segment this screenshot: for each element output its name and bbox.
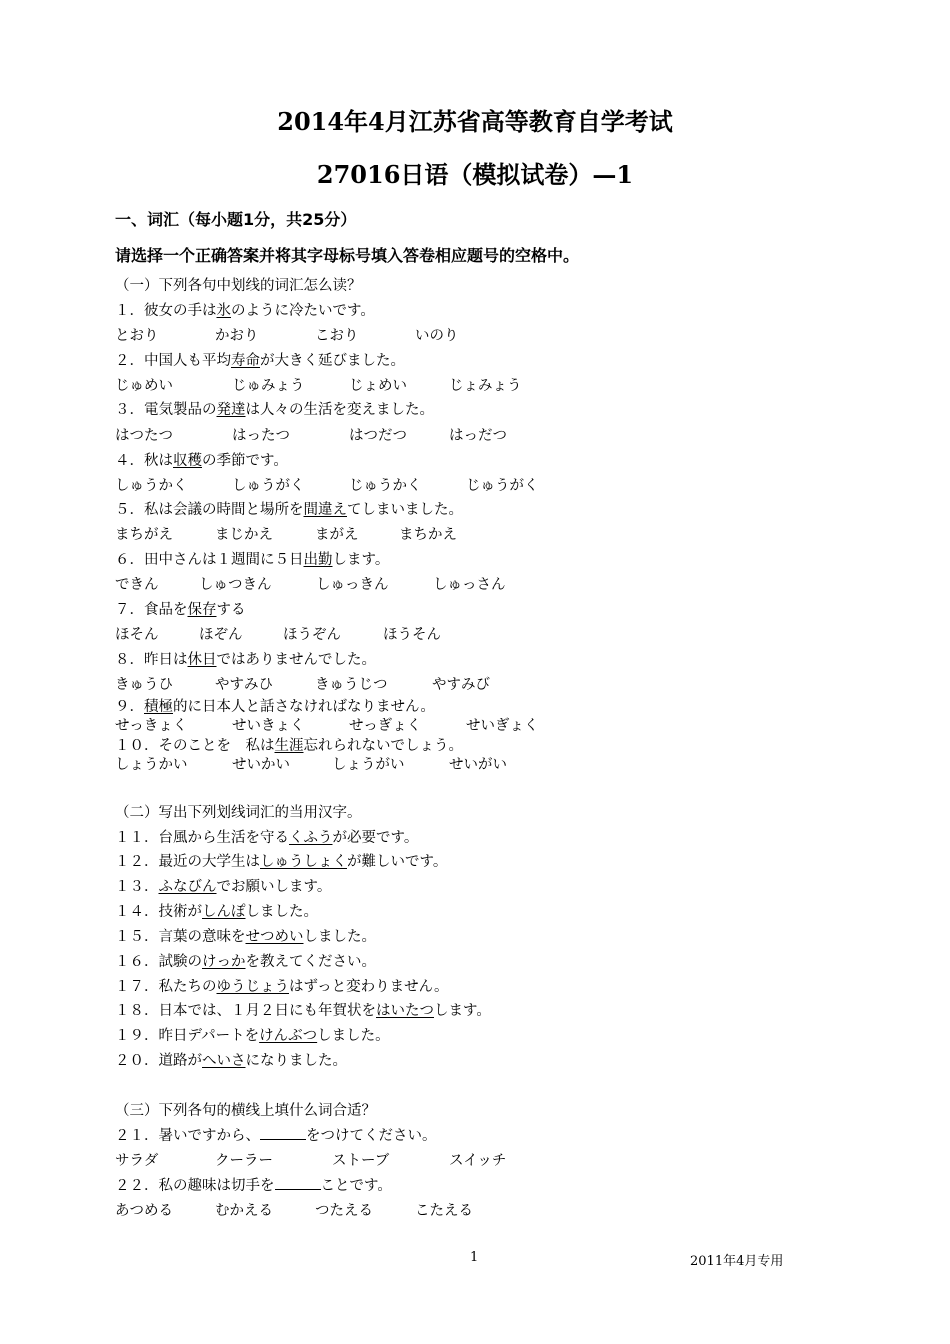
question-17: １７．私たちのゆうじょうはずっと変わりません。	[115, 979, 449, 995]
option: ほうぞん	[283, 627, 341, 643]
option: こおり	[315, 328, 359, 344]
page-subtitle: 27016日语（模拟试卷）—1	[316, 160, 634, 189]
option: しゅつきん	[199, 577, 272, 593]
part2-heading: （二）写出下列划线词汇的当用汉字。	[115, 805, 362, 821]
question-9: ９．積極的に日本人と話さなければなりません。	[115, 699, 435, 715]
option: せいかい	[232, 757, 290, 773]
option: つたえる	[315, 1203, 373, 1219]
question-15: １５．言葉の意味をせつめいしました。	[115, 929, 376, 945]
option: やすみひ	[215, 677, 273, 693]
question-4: ４．秋は収穫の季節です。	[115, 453, 288, 469]
underlined-word: 積極	[144, 699, 173, 715]
option: とおり	[115, 328, 159, 344]
option: しゅっきん	[316, 577, 389, 593]
question-2: ２．中国人も平均寿命が大きく延びました。	[115, 353, 405, 369]
part1-heading: （一）下列各句中划线的词汇怎么读？	[115, 278, 362, 294]
option: じゅうかく	[349, 478, 422, 494]
underlined-word: へいさ	[202, 1053, 246, 1069]
option: じゅみょう	[232, 378, 305, 394]
option: ほそん	[115, 627, 159, 643]
question-3: ３．電気製品の発達は人々の生活を変えました。	[115, 402, 434, 418]
question-18: １８．日本では、１月２日にも年賀状をはいたつします。	[115, 1003, 491, 1019]
underlined-word: ふなびん	[158, 879, 217, 895]
option: ほうそん	[383, 627, 441, 643]
option: はつたつ	[115, 428, 173, 444]
underlined-word: せつめい	[245, 929, 304, 945]
question-22: ２２．私の趣味は切手を ことです。	[115, 1178, 392, 1194]
option: はっだつ	[449, 428, 507, 444]
question-6: ６．田中さんは１週間に５日出勤します。	[115, 552, 390, 568]
answer-blank	[275, 1177, 321, 1190]
question-8: ８．昨日は休日ではありませんでした。	[115, 652, 376, 668]
option: はつだつ	[349, 428, 407, 444]
underlined-word: 収穫	[173, 453, 202, 469]
footer-note: 2011年4月专用	[690, 1254, 784, 1269]
options-8	[115, 675, 490, 695]
option: せっきょく	[115, 718, 188, 734]
underlined-word: はいたつ	[376, 1003, 434, 1019]
option: せいがい	[449, 757, 507, 773]
option: まがえ	[315, 527, 359, 543]
option: むかえる	[215, 1203, 273, 1219]
underlined-word: しんぽ	[202, 904, 246, 920]
option: しゅうかく	[115, 478, 188, 494]
option: きゅうじつ	[315, 677, 388, 693]
option: ほぞん	[199, 627, 243, 643]
option: きゅうひ	[115, 677, 173, 693]
underlined-word: くふう	[289, 830, 333, 846]
question-10: １０．そのことを 私は生涯忘れられないでしょう。	[115, 738, 463, 754]
options-22	[115, 1201, 473, 1221]
option: クーラー	[215, 1153, 273, 1169]
option: せいぎょく	[466, 718, 539, 734]
options-9	[115, 716, 539, 736]
options-2	[115, 376, 522, 396]
option: じょめい	[349, 378, 407, 394]
option: じょみょう	[449, 378, 522, 394]
option: しゅっさん	[433, 577, 506, 593]
underlined-word: ゆうじょう	[216, 979, 289, 995]
option: せっぎょく	[349, 718, 422, 734]
option: あつめる	[115, 1203, 173, 1219]
underlined-word: けっか	[202, 954, 246, 970]
question-5: ５．私は会議の時間と場所を間違えてしまいました。	[115, 502, 463, 518]
option: じゅうがく	[466, 478, 539, 494]
option: しょうがい	[332, 757, 405, 773]
option: かおり	[215, 328, 259, 344]
option: まちがえ	[115, 527, 173, 543]
question-14: １４．技術がしんぽしました。	[115, 904, 318, 920]
options-1	[115, 326, 459, 346]
underlined-word: けんぶつ	[259, 1028, 318, 1044]
part3-heading: （三）下列各句的横线上填什么词合适？	[115, 1103, 376, 1119]
option: サラダ	[115, 1153, 159, 1169]
question-21: ２１．暑いですから、 をつけてください。	[115, 1128, 437, 1144]
option: ストーブ	[332, 1153, 390, 1169]
option: まじかえ	[215, 527, 273, 543]
underlined-word: 休日	[187, 652, 217, 668]
question-13: １３．ふなびんでお願いします。	[115, 879, 332, 895]
options-3	[115, 426, 507, 446]
question-19: １９．昨日デパートをけんぶつしました。	[115, 1028, 390, 1044]
options-10	[115, 755, 507, 775]
underlined-word: 間違え	[303, 502, 347, 518]
option: しょうかい	[115, 757, 188, 773]
underlined-word: しゅうしょく	[260, 854, 347, 870]
option: せいきょく	[232, 718, 305, 734]
underlined-word: 寿命	[231, 353, 260, 369]
page-title: 2014年4月江苏省高等教育自学考试	[277, 107, 673, 136]
option: まちかえ	[399, 527, 457, 543]
section-instruction: 请选择一个正确答案并将其字母标号填入答卷相应题号的空格中。	[115, 246, 580, 265]
page-number: 1	[470, 1250, 479, 1265]
option: はったつ	[232, 428, 290, 444]
options-6	[115, 575, 506, 595]
option: できん	[115, 577, 159, 593]
question-11: １１．台風から生活を守るくふうが必要です。	[115, 830, 419, 846]
question-16: １６．試験のけっかを教えてください。	[115, 954, 376, 970]
option: こたえる	[415, 1203, 473, 1219]
option: しゅうがく	[232, 478, 305, 494]
options-5	[115, 525, 457, 545]
question-20: ２０．道路がへいさになりました。	[115, 1053, 347, 1069]
underlined-word: 氷	[216, 303, 231, 319]
option: スイッチ	[449, 1153, 507, 1169]
underlined-word: 生涯	[274, 738, 304, 754]
underlined-word: 発達	[216, 402, 246, 418]
question-12: １２．最近の大学生はしゅうしょくが難しいです。	[115, 854, 448, 870]
underlined-word: 保存	[187, 602, 217, 618]
underlined-word: 出勤	[303, 552, 333, 568]
option: いのり	[415, 328, 459, 344]
options-4	[115, 476, 539, 496]
options-21	[115, 1151, 506, 1171]
option: じゅめい	[115, 378, 173, 394]
question-7: ７．食品を保存する	[115, 602, 246, 618]
answer-blank	[260, 1127, 306, 1140]
section-heading: 一、词汇（每小题1分，共25分）	[115, 210, 357, 229]
options-7	[115, 625, 441, 645]
option: やすみび	[432, 677, 490, 693]
question-1: １．彼女の手は氷のように冷たいです。	[115, 303, 375, 319]
